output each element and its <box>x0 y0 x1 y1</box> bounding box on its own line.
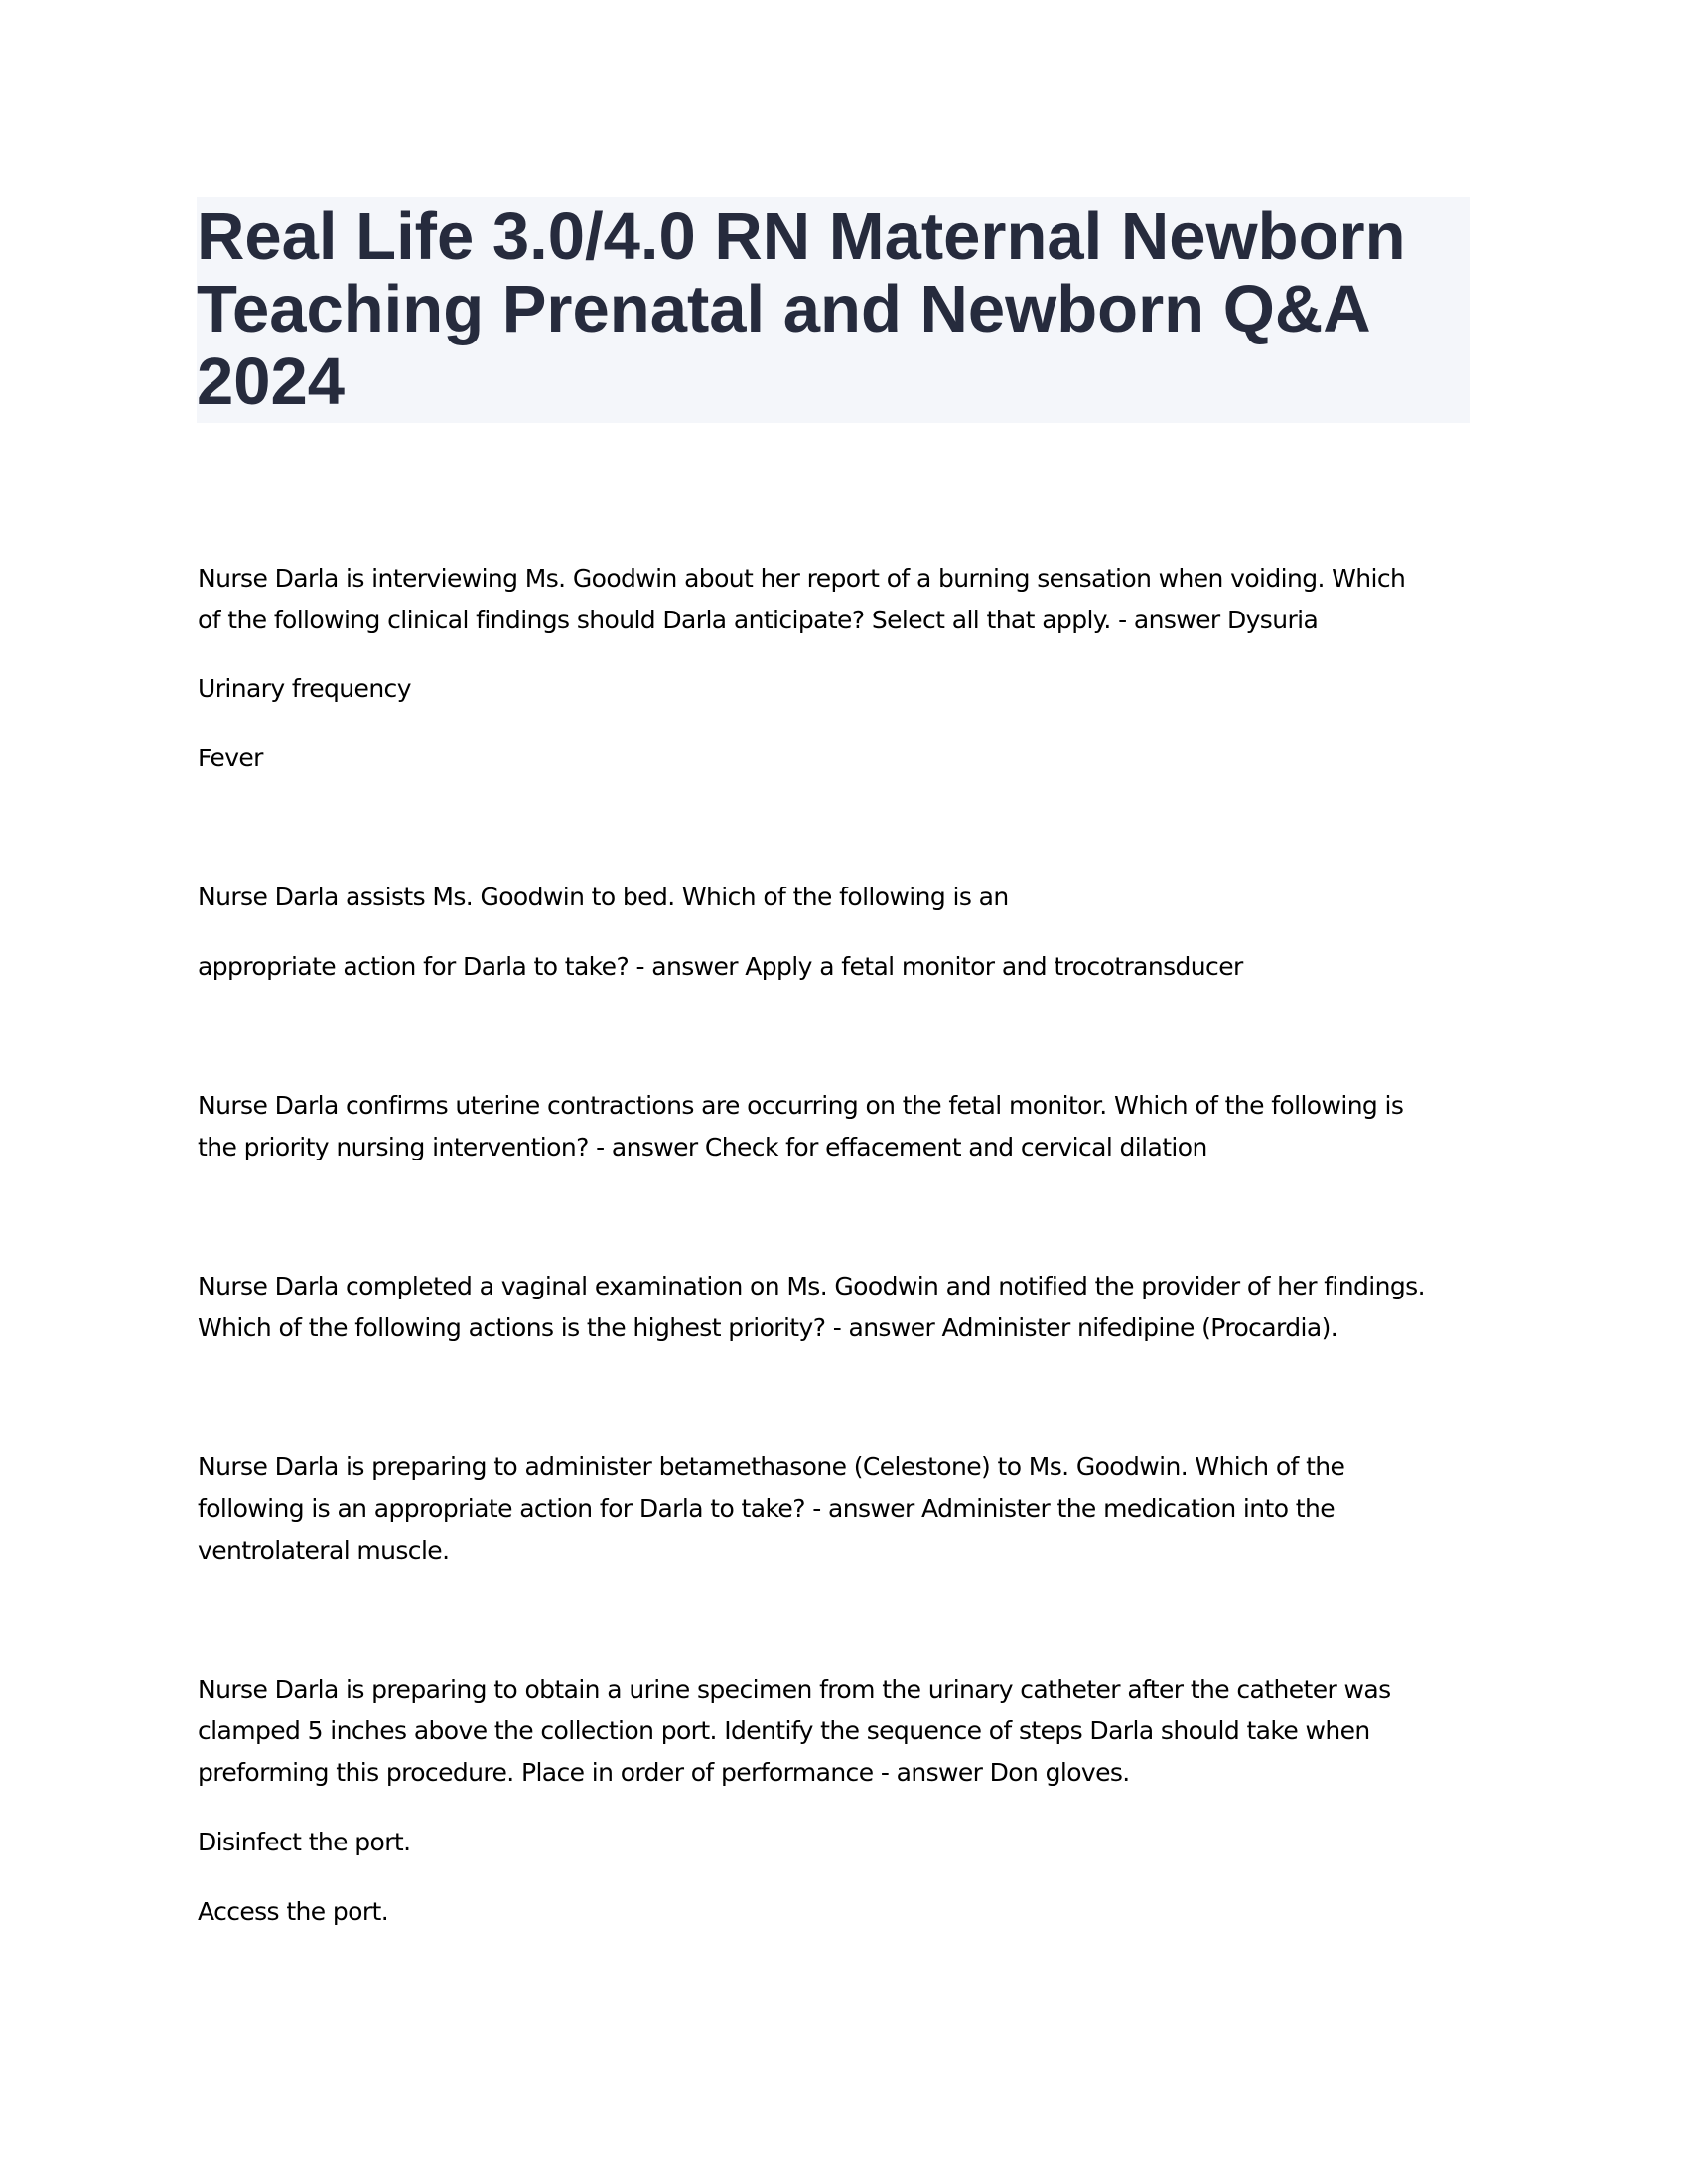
question-5-line-2: following is an appropriate action for Darla to take? - answer Administer the medication into the <box>198 1494 1335 1523</box>
question-6 <box>198 1669 1488 1794</box>
question-1 <box>198 558 1488 641</box>
answer-item: Urinary frequency <box>198 674 411 703</box>
answer-item: Access the port. <box>198 1897 389 1926</box>
question-5 <box>198 1446 1488 1571</box>
question-6-line-1: Nurse Darla is preparing to obtain a urine specimen from the urinary catheter after the catheter was <box>198 1675 1391 1704</box>
question-5-line-3: ventrolateral muscle. <box>198 1536 450 1565</box>
question-4-line-1: Nurse Darla completed a vaginal examination on Ms. Goodwin and notified the provider of her findings. <box>198 1272 1425 1300</box>
document-title: Real Life 3.0/4.0 RN Maternal Newborn Teaching Prenatal and Newborn Q&A 2024 <box>197 200 1406 419</box>
question-6-line-2: clamped 5 inches above the collection port. Identify the sequence of steps Darla should take when <box>198 1716 1370 1745</box>
question-1-line-2: of the following clinical findings should Darla anticipate? Select all that apply. - answer Dysuria <box>198 606 1319 634</box>
question-5-line-1: Nurse Darla is preparing to administer betamethasone (Celestone) to Ms. Goodwin. Which of the <box>198 1452 1345 1481</box>
question-3 <box>198 1085 1488 1168</box>
question-4-line-2: Which of the following actions is the highest priority? - answer Administer nifedipine (Procardia). <box>198 1313 1338 1342</box>
question-1-line-1: Nurse Darla is interviewing Ms. Goodwin about her report of a burning sensation when voiding. Which <box>198 564 1406 593</box>
title-block <box>197 197 1470 423</box>
question-2-line-1: Nurse Darla assists Ms. Goodwin to bed. Which of the following is an <box>198 883 1009 911</box>
question-2-line-2: appropriate action for Darla to take? - answer Apply a fetal monitor and trocotransducer <box>198 952 1243 981</box>
answer-item: Fever <box>198 744 263 772</box>
question-4 <box>198 1266 1488 1349</box>
question-6-line-3: preforming this procedure. Place in order of performance - answer Don gloves. <box>198 1758 1130 1787</box>
question-3-line-2: the priority nursing intervention? - answer Check for effacement and cervical dilation <box>198 1133 1207 1161</box>
question-3-line-1: Nurse Darla confirms uterine contractions are occurring on the fetal monitor. Which of the following is <box>198 1091 1404 1120</box>
answer-item: Disinfect the port. <box>198 1828 411 1856</box>
